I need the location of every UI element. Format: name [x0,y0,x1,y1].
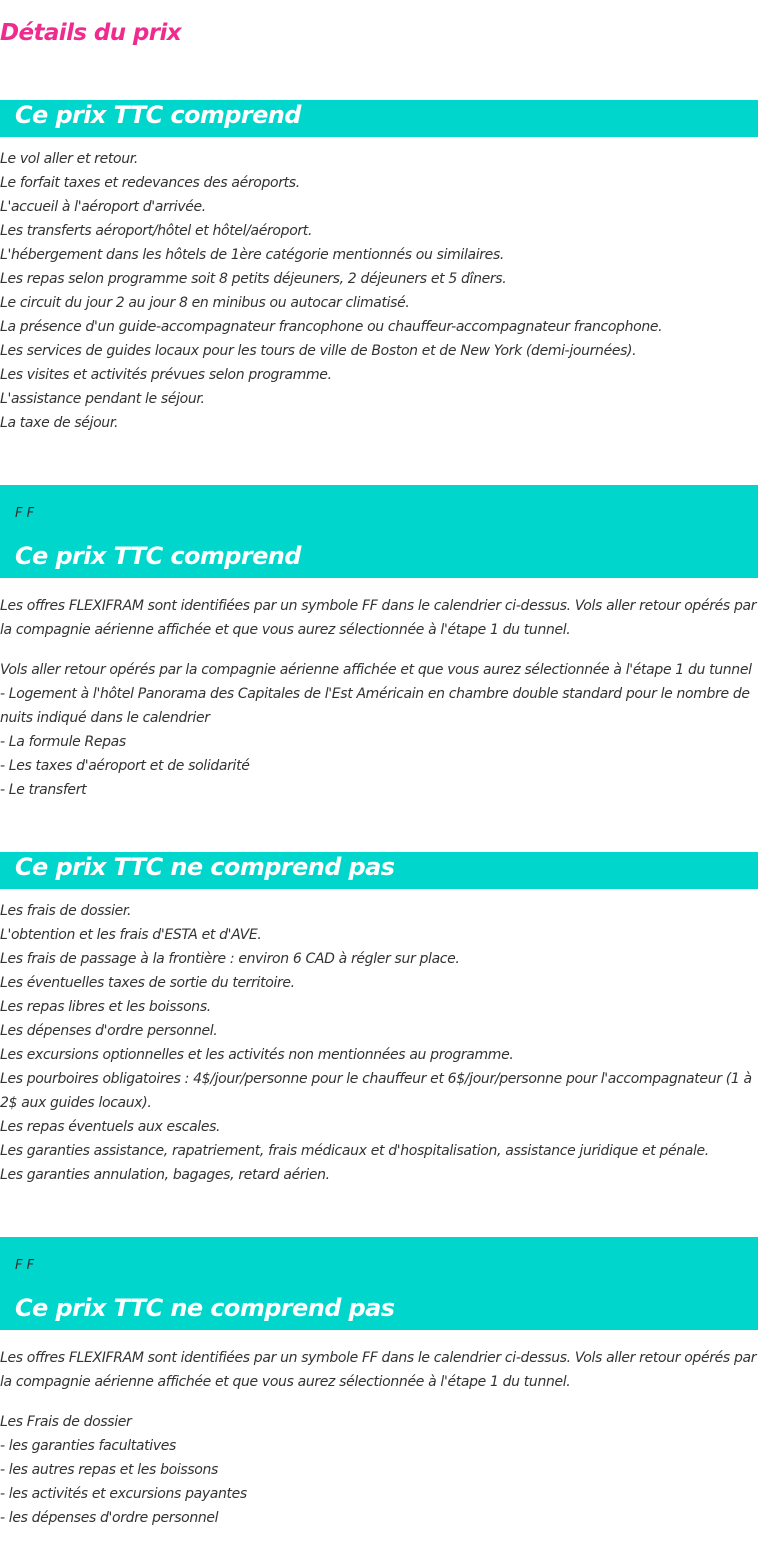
list-item: Les pourboires obligatoires : 4$/jour/personne pour le chauffeur et 6$/jour/personne pour l'accompagnateur (1 à 2$ aux guides locaux). [0,1071,752,1111]
excludes-list [0,899,758,1187]
list-item: La taxe de séjour. [0,415,119,431]
section-title: Ce prix TTC comprend [15,101,301,129]
list-item: Les repas selon programme soit 8 petits déjeuners, 2 déjeuners et 5 dîners. [0,271,507,287]
list-item: Les repas libres et les boissons. [0,999,211,1015]
list-item: Les garanties annulation, bagages, retard aérien. [0,1167,330,1183]
section-header-includes [0,100,758,137]
list-item: Les frais de passage à la frontière : environ 6 CAD à régler sur place. [0,951,460,967]
ff-symbol: F F [15,1258,35,1273]
list-item: Les frais de dossier. [0,903,132,919]
paragraph-line: - Logement à l'hôtel Panorama des Capitales de l'Est Américain en chambre double standard pour le nombre de nuits indiqué dans le calendrier [0,686,750,726]
paragraph-line: - La formule Repas [0,734,126,750]
list-item: - les activités et excursions payantes [0,1486,247,1502]
list-item: L'accueil à l'aéroport d'arrivée. [0,199,206,215]
flexifram-includes-text [0,594,758,802]
includes-list [0,147,758,435]
section-title: Ce prix TTC ne comprend pas [15,853,395,881]
section-title: Ce prix TTC ne comprend pas [15,1294,395,1322]
paragraph-line: Vols aller retour opérés par la compagnie aérienne affichée et que vous aurez sélectionnée à l'étape 1 du tunnel [0,662,752,678]
flexifram-excludes-text [0,1346,758,1530]
list-item: Les visites et activités prévues selon programme. [0,367,332,383]
list-item: - les garanties facultatives [0,1438,176,1454]
list-item: Le vol aller et retour. [0,151,138,167]
page-title: Détails du prix [0,20,182,46]
section-header-flexifram-excludes [0,1237,758,1330]
list-item: Les Frais de dossier [0,1414,132,1430]
list-item: - les autres repas et les boissons [0,1462,218,1478]
list-item: Les éventuelles taxes de sortie du territoire. [0,975,295,991]
list-item: Les garanties assistance, rapatriement, frais médicaux et d'hospitalisation, assistance juridique et pénale. [0,1143,709,1159]
section-title: Ce prix TTC comprend [15,542,301,570]
list-item: L'obtention et les frais d'ESTA et d'AVE. [0,927,262,943]
list-item: Le circuit du jour 2 au jour 8 en minibus ou autocar climatisé. [0,295,410,311]
list-item: Les services de guides locaux pour les tours de ville de Boston et de New York (demi-journées). [0,343,637,359]
list-item: Le forfait taxes et redevances des aéroports. [0,175,300,191]
list-item: - les dépenses d'ordre personnel [0,1510,219,1526]
list-item: L'assistance pendant le séjour. [0,391,205,407]
list-item: Les transferts aéroport/hôtel et hôtel/aéroport. [0,223,313,239]
section-header-flexifram-includes [0,485,758,578]
section-header-excludes [0,852,758,889]
list-item: Les dépenses d'ordre personnel. [0,1023,218,1039]
list-item: Les excursions optionnelles et les activités non mentionnées au programme. [0,1047,514,1063]
flexifram-intro: Les offres FLEXIFRAM sont identifiées par un symbole FF dans le calendrier ci-dessus. Vols aller retour opérés par la compagnie aérienne affichée et que vous aurez sélectionnée à l'étape 1 du tunnel. [0,1350,757,1390]
ff-symbol: F F [15,506,35,521]
paragraph-line: - Les taxes d'aéroport et de solidarité [0,758,250,774]
list-item: Les repas éventuels aux escales. [0,1119,221,1135]
flexifram-intro: Les offres FLEXIFRAM sont identifiées par un symbole FF dans le calendrier ci-dessus. Vols aller retour opérés par la compagnie aérienne affichée et que vous aurez sélectionnée à l'étape 1 du tunnel. [0,598,757,638]
list-item: La présence d'un guide-accompagnateur francophone ou chauffeur-accompagnateur francophone. [0,319,663,335]
list-item: L'hébergement dans les hôtels de 1ère catégorie mentionnés ou similaires. [0,247,504,263]
paragraph-line: - Le transfert [0,782,87,798]
